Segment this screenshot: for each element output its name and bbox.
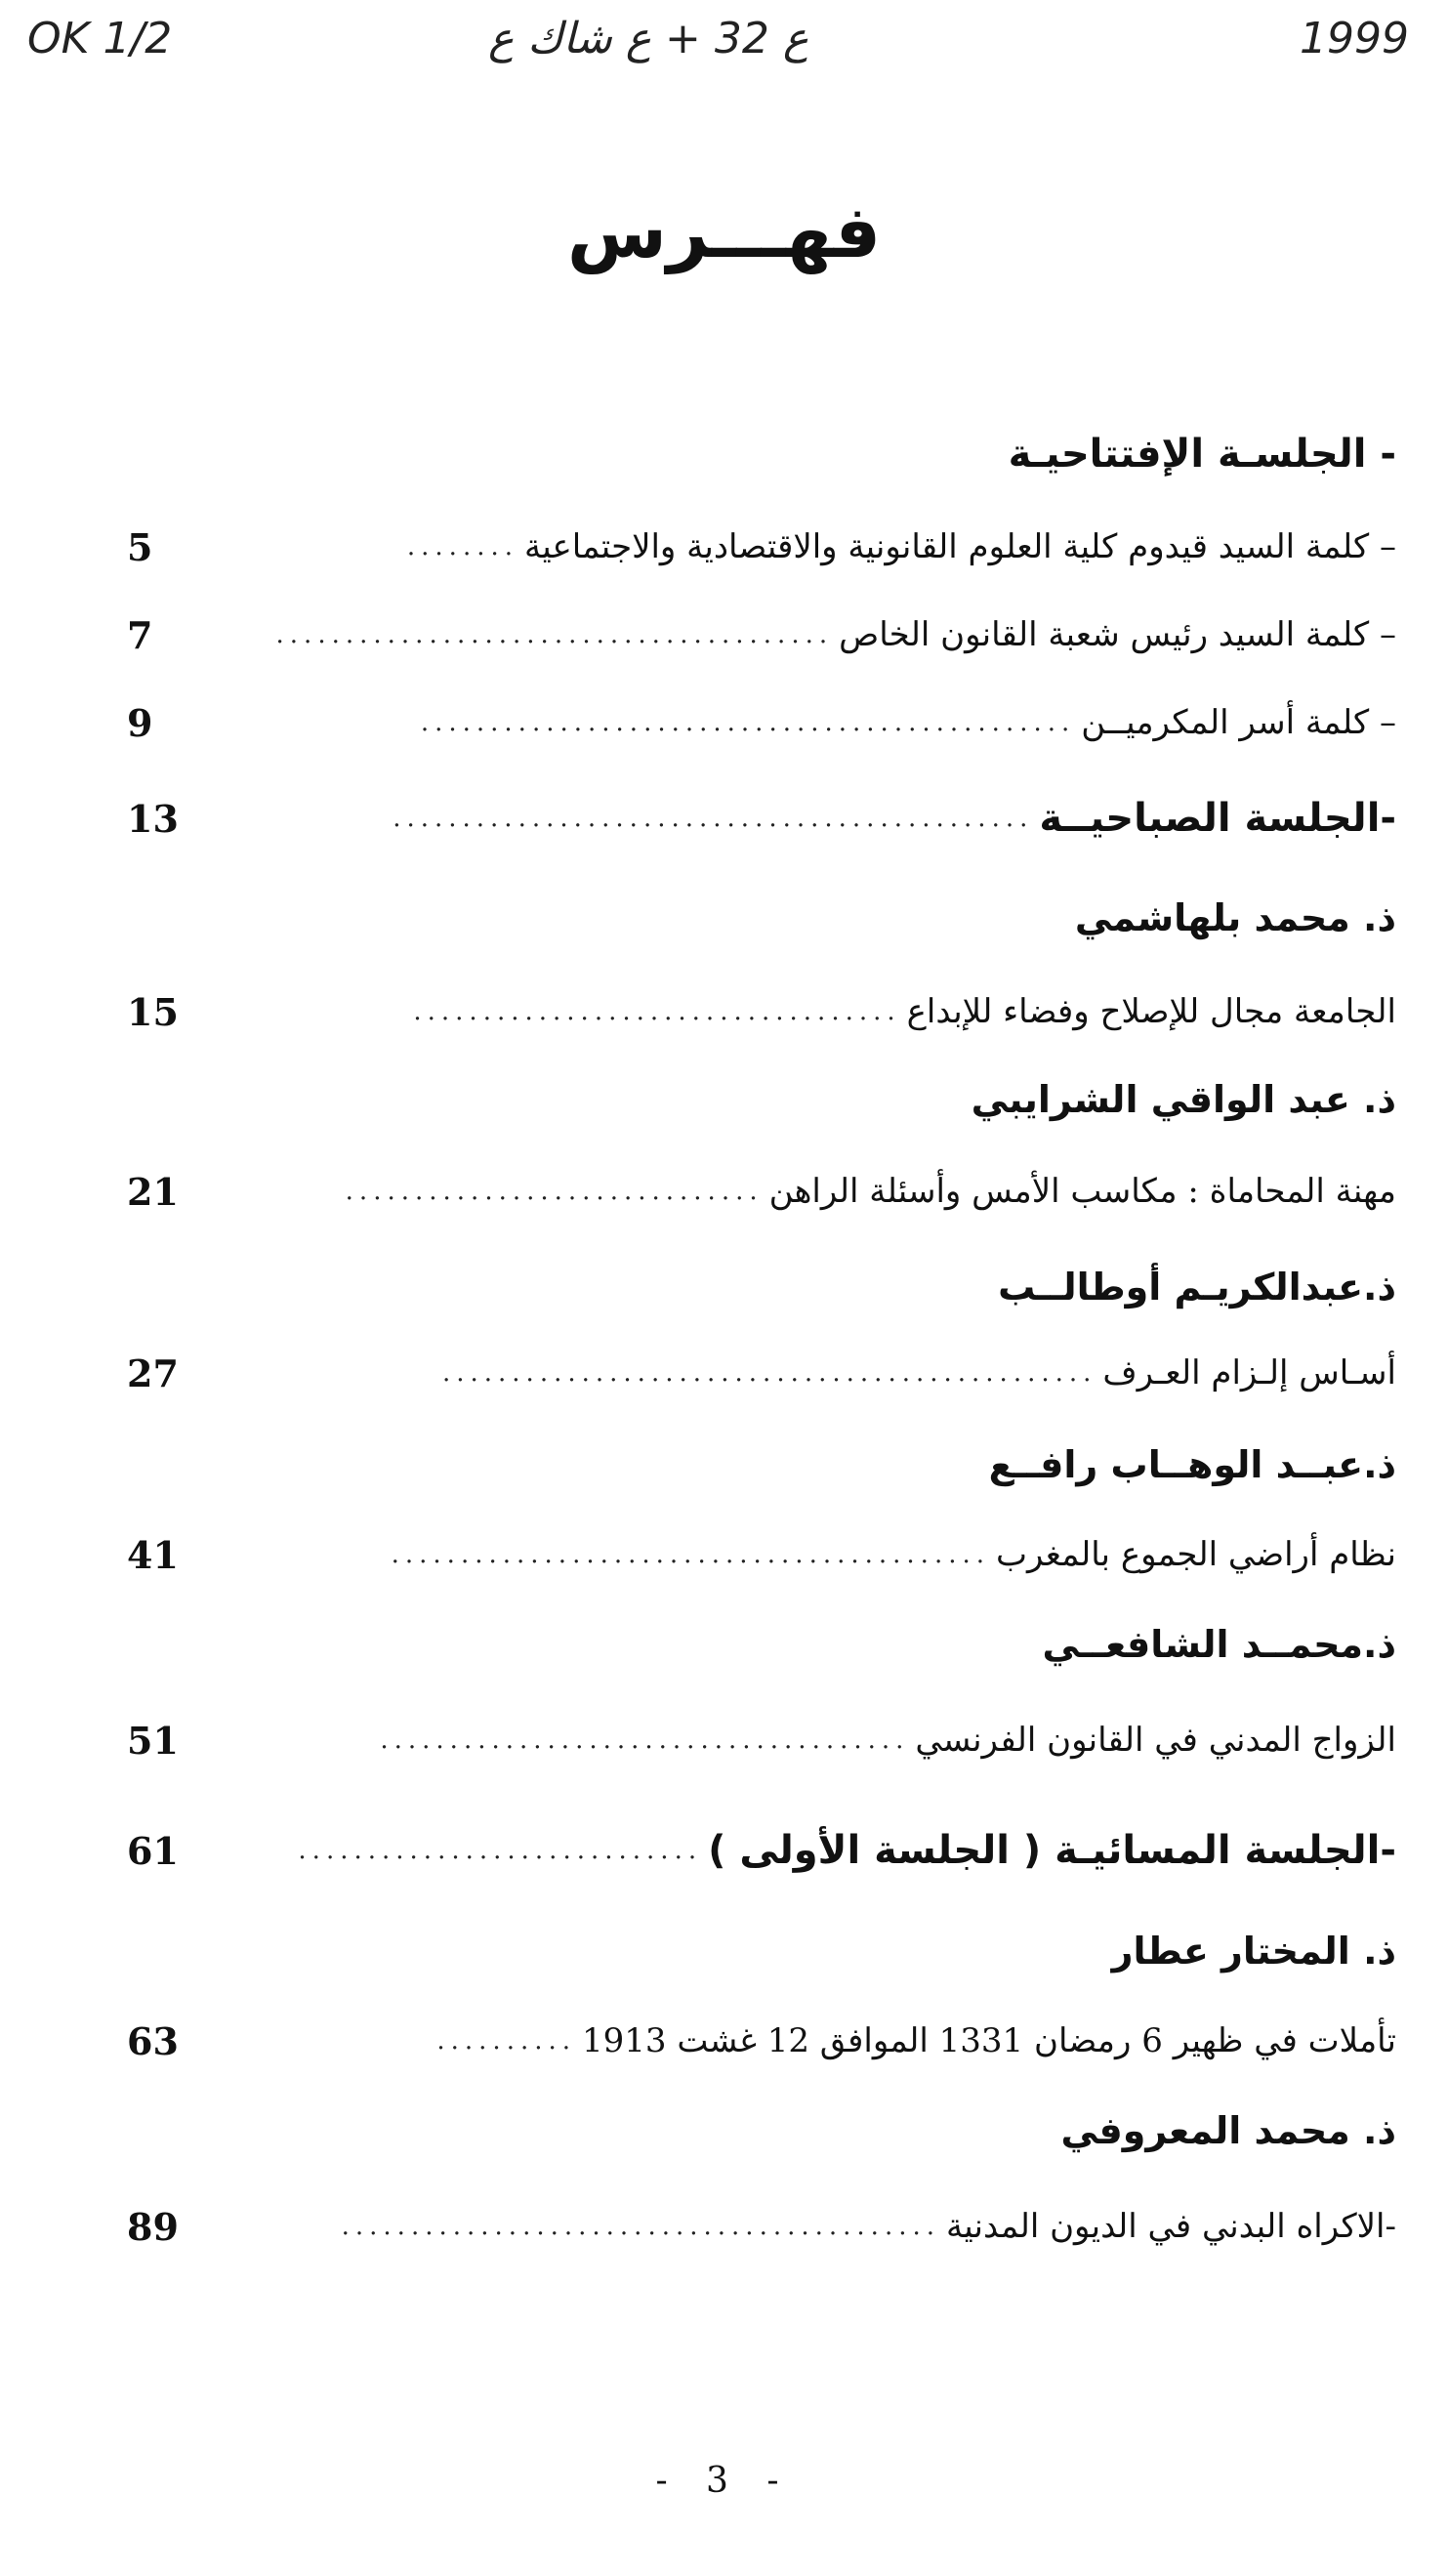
toc-entry-title: – كلمة أسر المكرميــن [1081,703,1396,742]
toc-entry-title: - الجلسـة الإفتتاحيـة [1008,432,1396,477]
toc-entry-title: أسـاس إلـزام العـرف [1102,1353,1396,1392]
toc-page-number: 9 [127,700,153,745]
toc-entry [127,693,1396,752]
toc-entry-title: -الجلسة الصباحيــة [1039,796,1396,841]
toc-page-number: 89 [127,2204,179,2249]
toc-dot-leader: ............................. [298,1836,703,1865]
toc-page-number: 41 [127,1532,179,1577]
toc-entry [127,1711,1396,1769]
page-number: - 3 - [655,2461,793,2501]
toc-section-heading [127,1821,1396,1880]
toc-dot-leader: ........................................... [341,2212,941,2241]
page-title: فهـــرس [566,190,882,274]
toc-entry-title: ذ.عبدالكريـم أوطالــب [998,1266,1396,1309]
toc-author-name [127,1258,1396,1316]
toc-dot-leader: .......... [436,2026,577,2056]
toc-author-name [127,889,1396,947]
toc-author-name [127,1922,1396,1980]
toc-author-name [127,2101,1396,2160]
toc-author-name [127,1615,1396,1674]
toc-entry-title: نظام أراضي الجموع بالمغرب [996,1535,1396,1574]
handwritten-note-right: 1999 [1300,14,1409,63]
toc-entry [127,1162,1396,1221]
toc-dot-leader: ........ [406,532,519,561]
toc-entry-title: ذ. محمد بلهاشمي [1074,896,1396,939]
handwritten-note-left: OK 1/2 [27,14,173,63]
toc-dot-leader: ............................................... [420,708,1076,737]
toc-dot-leader: ...................................... [380,1725,910,1755]
toc-entry-title: – كلمة السيد قيدوم كلية العلوم القانونية والاقتصادية والاجتماعية [524,527,1396,566]
toc-entry [127,982,1396,1041]
toc-entry-title: الجامعة مجال للإصلاح وفضاء للإبداع [906,992,1396,1031]
toc-entry-title: مهنة المحاماة : مكاسب الأمس وأسئلة الراهن [768,1172,1396,1211]
toc-author-name [127,1435,1396,1494]
toc-section-heading [127,425,1396,483]
toc-entry-title: ذ.محمــد الشافعــي [1042,1623,1396,1666]
toc-dot-leader: ........................................... [391,1540,991,1569]
toc-entry-title: -الجلسة المسائيـة ( الجلسة الأولى ) [708,1828,1396,1873]
toc-page-number: 63 [127,2018,179,2063]
toc-dot-leader: ............................................... [441,1358,1097,1388]
toc-entry [127,2197,1396,2256]
toc-entry-title: -الاكراه البدني في الديون المدنية [946,2207,1396,2246]
toc-author-name [127,1070,1396,1129]
toc-entry [127,1344,1396,1402]
toc-entry-title: ذ.عبــد الوهــاب رافــع [988,1443,1396,1486]
toc-entry [127,518,1396,576]
toc-entry-title: ذ. المختار عطار [1111,1930,1396,1973]
toc-page-number: 5 [127,524,153,569]
toc-page-number: 21 [127,1169,179,1214]
toc-entry [127,605,1396,664]
toc-entry-title: ذ. محمد المعروفي [1060,2109,1396,2152]
toc-entry [127,1525,1396,1584]
handwritten-note-middle: ع 32 + ع شاك ع [488,14,809,63]
toc-section-heading [127,789,1396,848]
toc-entry-title: ذ. عبد الواقي الشرايبي [971,1078,1396,1121]
toc-page-number: 27 [127,1350,179,1395]
toc-entry-title: الزواج المدني في القانون الفرنسي [915,1721,1396,1760]
toc-page-number: 51 [127,1718,179,1763]
toc-dot-leader: ................................... [413,997,901,1026]
toc-dot-leader: .............................................. [393,804,1034,833]
toc-dot-leader: .............................. [345,1177,764,1206]
toc-page-number: 13 [127,796,179,841]
toc-page-number: 15 [127,989,179,1034]
toc-entry [127,2012,1396,2070]
toc-entry-title: تأملات في ظهير 6 رمضان 1331 الموافق 12 غشت 1913 [582,2021,1396,2060]
toc-dot-leader: ........................................ [275,620,834,649]
toc-entry-title: – كلمة السيد رئيس شعبة القانون الخاص [839,615,1396,654]
toc-page-number: 7 [127,612,153,657]
toc-page-number: 61 [127,1828,179,1873]
